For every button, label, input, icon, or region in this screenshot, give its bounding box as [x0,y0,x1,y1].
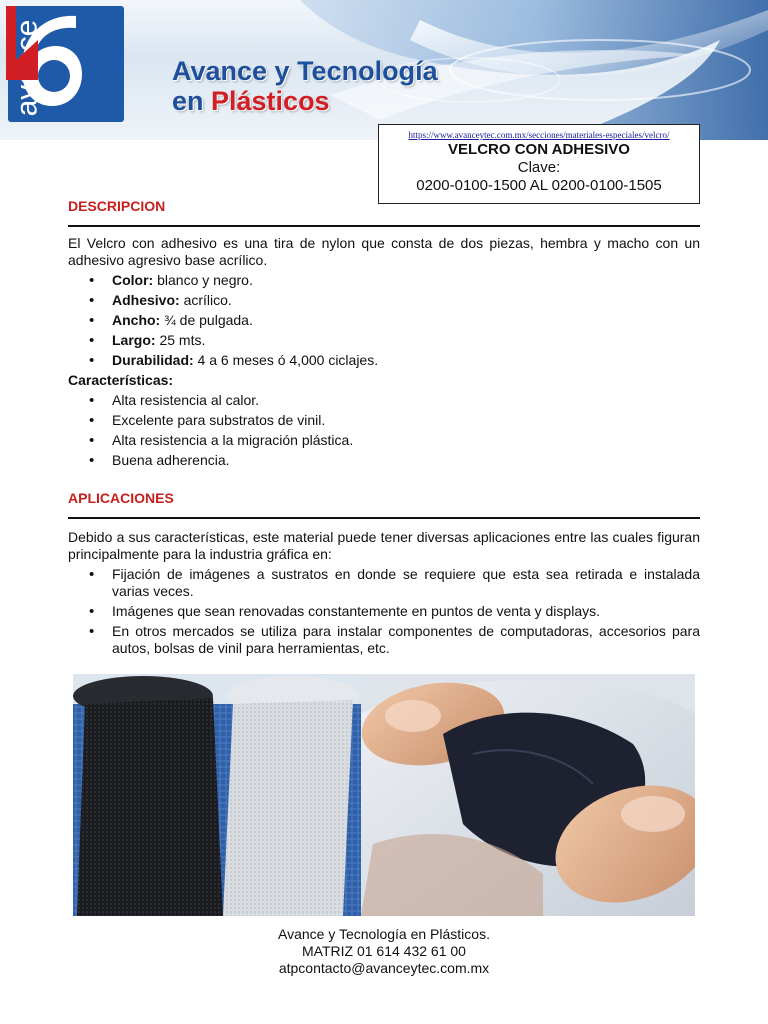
section-divider [68,517,700,519]
product-info-box [378,124,700,204]
company-name-line1: Avance y Tecnología [172,56,438,86]
spec-item [68,332,700,349]
product-clave-label: Clave: [517,159,561,176]
feature-item: • Alta resistencia al calor. [68,392,700,409]
section-divider [68,225,700,227]
spec-label: Largo: [112,332,156,348]
spec-value: blanco y negro. [153,272,253,288]
product-title: VELCRO CON ADHESIVO [448,141,630,158]
features-heading: Características: [68,372,174,388]
application-item: • En otros mercados se utiliza para instalar componentes de computadoras, accesorios para autos, bolsas de vinil para herramientas, etc. [68,623,700,657]
velcro-photo-graphic [73,674,695,916]
aplicaciones-heading: APLICACIONES [68,490,174,506]
product-url-link[interactable]: https://www.avanceytec.com.mx/secciones/materiales-especiales/velcro/ [408,130,670,140]
footer-phone: MATRIZ 01 614 432 61 00 [302,943,466,959]
footer-email[interactable]: atpcontacto@avanceytec.com.mx [278,960,490,976]
descripcion-heading: DESCRIPCION [68,198,166,214]
product-code-range: 0200-0100-1500 AL 0200-0100-1505 [416,177,662,194]
features-list [68,392,700,472]
aplicaciones-intro: Debido a sus características, este material puede tener diversas aplicaciones entre las cuales figuran principalmente para la industria gráfica en: [68,529,700,562]
spec-label: Durabilidad: [112,352,194,368]
company-name-line2 [172,86,438,116]
spec-label: Color: [112,272,154,288]
application-item: • Imágenes que sean renovadas constantemente en puntos de venta y displays. [68,603,700,620]
header-banner [0,0,768,140]
page-footer [0,926,768,977]
footer-company: Avance y Tecnología en Plásticos. [278,926,490,942]
product-photo [73,674,695,916]
spec-item [68,292,700,309]
spec-item [68,312,700,329]
applications-list [68,566,700,660]
spec-label: Adhesivo: [112,292,180,308]
feature-item: • Buena adherencia. [68,452,700,469]
logo-red-mark-icon [0,0,44,84]
spec-list [68,272,700,372]
spec-item [68,272,700,289]
spec-value: 25 mts. [155,332,206,348]
spec-label: Ancho: [112,312,161,328]
application-item: • Fijación de imágenes a sustratos en donde se requiere que esta sea retirada e instalada varias veces. [68,566,700,600]
company-name [172,56,438,116]
spec-item [68,352,700,369]
feature-item: • Alta resistencia a la migración plástica. [68,432,700,449]
spec-value: 4 a 6 meses ó 4,000 ciclajes. [193,352,379,368]
spec-value: acrílico. [179,292,232,308]
spec-value: ¾ de pulgada. [160,312,253,328]
feature-item: • Excelente para substratos de vinil. [68,412,700,429]
descripcion-intro: El Velcro con adhesivo es una tira de nylon que consta de dos piezas, hembra y macho con un adhesivo agresivo base acrílico. [68,235,700,268]
company-name-prefix: en [172,86,212,116]
company-name-highlight: Plásticos [211,86,330,116]
